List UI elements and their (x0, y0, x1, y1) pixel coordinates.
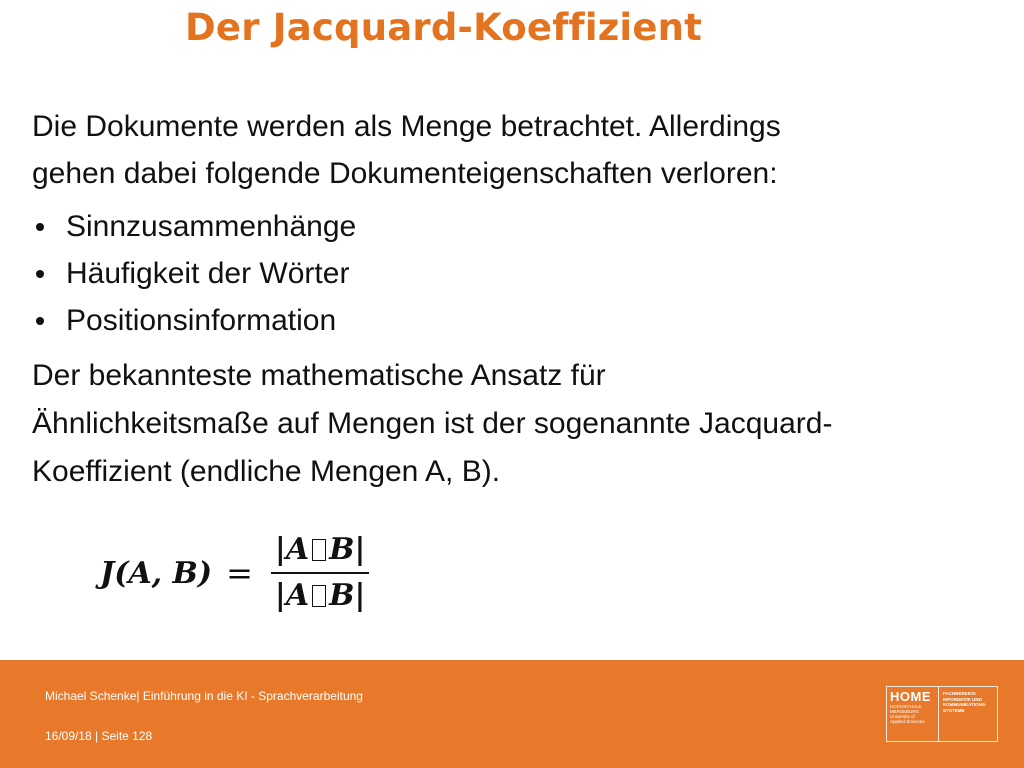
bullet-text: Häufigkeit der Wörter (66, 257, 350, 290)
bullet-list (32, 203, 356, 344)
logo-text: FACHBEREICH (943, 691, 976, 696)
footer-bar (0, 660, 1024, 768)
logo-text: Applied Sciences (890, 719, 925, 724)
formula-numerator (271, 530, 369, 570)
footer-date-page: 16/09/18 | Seite 128 (45, 729, 153, 743)
bullet-item (32, 297, 356, 344)
bullet-item (32, 250, 356, 297)
jacquard-paragraph (32, 352, 832, 496)
formula-equals: = (226, 554, 253, 592)
university-logo (886, 686, 998, 742)
fraction-bar (271, 572, 369, 574)
logo-text: HOCHSCHULE (890, 704, 922, 709)
formula-denominator (271, 576, 369, 616)
bullet-icon (36, 223, 44, 231)
logo-text: University of (890, 714, 915, 719)
logo-text: MERSEBURG (890, 709, 920, 714)
missing-glyph-icon (312, 539, 326, 561)
jacquard-line-2: Ähnlichkeitsmaße auf Mengen ist der sogenannte Jacquard- (32, 407, 833, 440)
logo-right-panel (939, 687, 997, 741)
logo-left-panel (887, 687, 939, 741)
jacquard-line-3: Koeffizient (endliche Mengen A, B). (32, 455, 501, 488)
formula-fraction (271, 530, 369, 616)
numerator-left: |A (274, 532, 310, 567)
intro-line-2: gehen dabei folgende Dokumenteigenschaften verloren: (32, 157, 778, 190)
bullet-text: Positionsinformation (66, 304, 337, 337)
logo-mark: HOME (890, 689, 931, 704)
logo-text: KOMMUNIKATIONS- (943, 702, 987, 707)
intro-paragraph (32, 103, 781, 197)
denominator-left: |A (274, 578, 310, 613)
logo-text: SYSTEME (943, 707, 965, 713)
formula-lhs: J(A, B) (100, 555, 213, 591)
slide-title: Der Jacquard-Koeffizient (185, 6, 703, 49)
numerator-right: B| (329, 532, 366, 567)
jacquard-line-1: Der bekannteste mathematische Ansatz für (32, 359, 606, 392)
intro-line-1: Die Dokumente werden als Menge betrachtet. Allerdings (32, 110, 781, 143)
bullet-item (32, 203, 356, 250)
logo-text: INFORMATIK UND (943, 696, 982, 702)
jacquard-formula (100, 528, 369, 618)
missing-glyph-icon (312, 585, 326, 607)
bullet-text: Sinnzusammenhänge (66, 210, 357, 243)
bullet-icon (36, 270, 44, 278)
footer-author: Michael Schenke| Einführung in die KI - Sprachverarbeitung (45, 689, 363, 703)
bullet-icon (36, 317, 44, 325)
denominator-right: B| (329, 578, 366, 613)
